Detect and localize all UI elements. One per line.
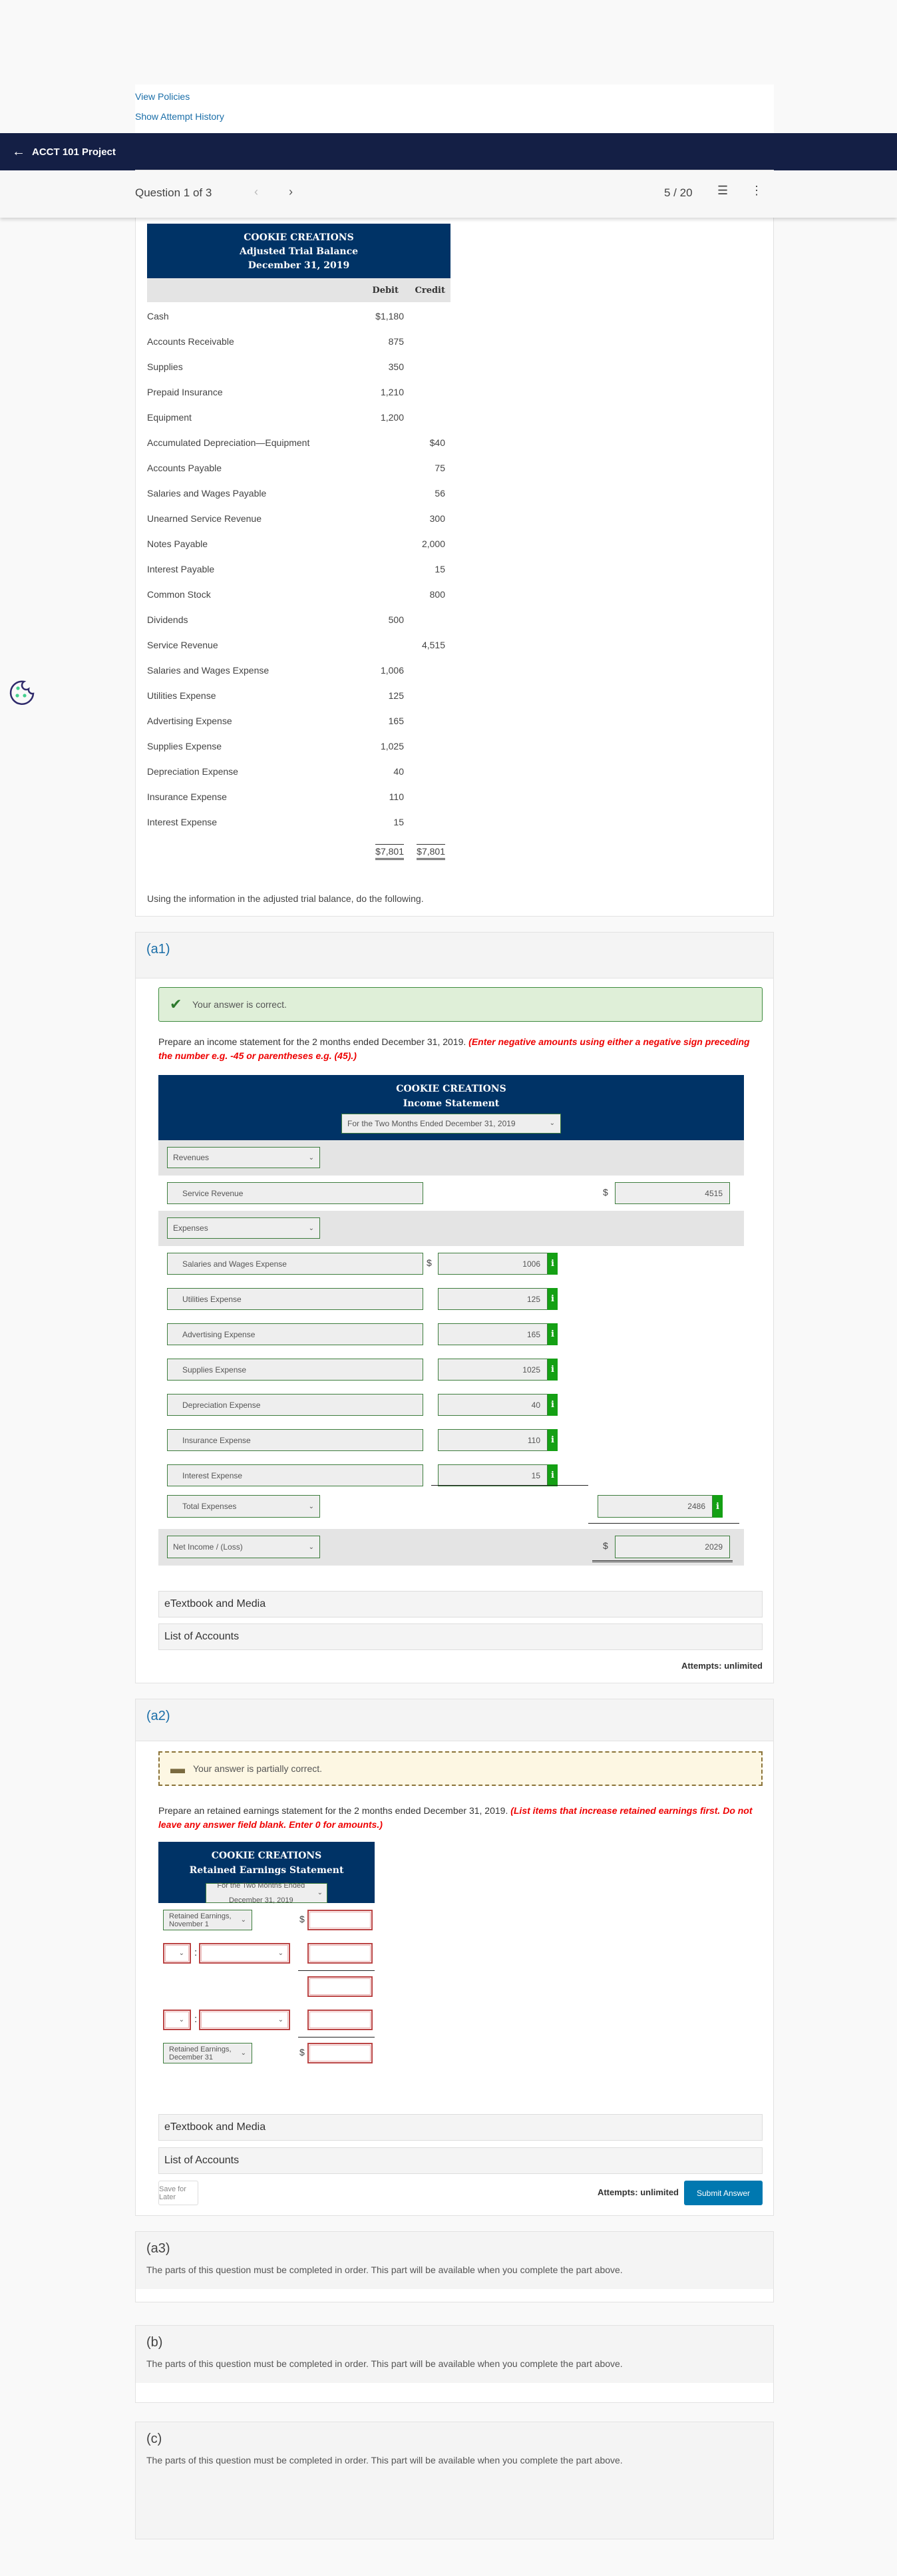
expense-row — [158, 1246, 744, 1281]
trial-balance-row — [147, 481, 450, 506]
credit-amount: 300 — [429, 513, 445, 524]
trial-balance-row — [147, 683, 450, 708]
account-input[interactable]: Advertising Expense — [167, 1323, 423, 1345]
trial-balance-row — [147, 531, 450, 556]
account-name: Notes Payable — [147, 538, 208, 549]
account-name: Salaries and Wages Payable — [147, 488, 267, 499]
chevron-down-icon: ⌄ — [308, 1543, 314, 1551]
account-name: Dividends — [147, 614, 188, 625]
etextbook-media-panel[interactable]: eTextbook and Media — [158, 1591, 763, 1617]
expenses-band — [158, 1211, 744, 1246]
prompt — [158, 1804, 764, 1832]
info-icon[interactable]: i — [548, 1288, 558, 1310]
amount-input[interactable]: 165 — [438, 1323, 548, 1345]
instructions: Using the information in the adjusted trial balance, do the following. — [147, 893, 424, 904]
dollar-sign: $ — [299, 2047, 305, 2057]
debit-amount: 1,006 — [380, 665, 404, 676]
account-name: Accounts Receivable — [147, 336, 234, 347]
dollar-sign: $ — [603, 1540, 608, 1551]
part-a2-card — [135, 1741, 774, 2216]
company-name: COOKIE CREATIONS — [244, 232, 354, 243]
re-end-select[interactable]: Retained Earnings, December 31 ⌄ — [163, 2043, 252, 2063]
trial-balance-row — [147, 784, 450, 809]
question-card — [135, 170, 774, 917]
trial-balance-row — [147, 607, 450, 632]
total-expenses-select[interactable]: Total Expenses ⌄ — [167, 1495, 320, 1518]
credit-amount: 15 — [435, 564, 445, 574]
trial-balance-table — [147, 224, 450, 864]
total-expenses-row — [158, 1494, 744, 1529]
info-icon[interactable]: i — [548, 1394, 558, 1416]
re-begin-row — [158, 1903, 375, 1936]
chevron-down-icon: ⌄ — [277, 2016, 283, 2024]
operator-select[interactable] — [163, 2010, 191, 2030]
part-a3-locked — [135, 2231, 774, 2290]
chevron-right-icon[interactable]: › — [289, 185, 293, 198]
question-counter: Question 1 of 3 — [135, 186, 212, 199]
prompt-note: (Enter negative amounts using either a negative sign preceding the number e.g. -45 or parentheses e.g. (45).) — [158, 1036, 750, 1061]
trial-balance-row — [147, 379, 450, 405]
amount-input[interactable]: 2486 — [598, 1495, 713, 1518]
info-icon[interactable]: i — [548, 1323, 558, 1345]
statement-title: Adjusted Trial Balance — [239, 246, 359, 257]
account-select[interactable] — [199, 1943, 290, 1964]
account-name: Supplies — [147, 361, 183, 372]
dollar-sign: $ — [603, 1187, 608, 1197]
account-name: Depreciation Expense — [147, 766, 238, 777]
colon: : — [194, 1947, 198, 1958]
trial-balance-row — [147, 405, 450, 430]
account-name: Accumulated Depreciation—Equipment — [147, 437, 310, 448]
trial-balance-row — [147, 430, 450, 455]
trial-balance-row — [147, 809, 450, 835]
account-select[interactable] — [199, 2010, 290, 2030]
chevron-down-icon: ⌄ — [308, 1502, 314, 1510]
expense-row — [158, 1458, 744, 1493]
debit-amount: 875 — [388, 336, 404, 347]
account-input[interactable]: Utilities Expense — [167, 1288, 423, 1310]
account-input[interactable]: Service Revenue — [167, 1182, 423, 1204]
credit-amount: 800 — [429, 589, 445, 600]
minus-icon: ▬ — [170, 1760, 185, 1777]
account-name: Interest Payable — [147, 564, 215, 574]
cookie-consent-icon[interactable] — [8, 679, 36, 707]
checkmark-icon: ✔ — [170, 996, 182, 1012]
partial-alert — [158, 1751, 763, 1786]
amount-input[interactable] — [307, 1943, 373, 1964]
net-income-band — [158, 1529, 744, 1566]
trial-balance-row — [147, 556, 450, 582]
part-a3-body — [135, 2289, 774, 2302]
service-revenue-row — [158, 1176, 744, 1211]
expense-row — [158, 1387, 744, 1422]
colon: : — [194, 2014, 198, 2025]
part-label: (c) — [146, 2432, 162, 2446]
credit-amount: 75 — [435, 463, 445, 473]
statement-date: December 31, 2019 — [248, 260, 350, 271]
info-icon[interactable]: i — [548, 1359, 558, 1381]
part-label: (b) — [146, 2335, 163, 2350]
attempts: Attempts: unlimited — [681, 1661, 763, 1671]
trial-balance-row — [147, 304, 450, 329]
debit-amount: 110 — [389, 791, 404, 802]
debit-amount: 165 — [388, 716, 404, 726]
trial-balance-row — [147, 734, 450, 759]
debit-amount: 350 — [388, 361, 404, 372]
list-icon[interactable]: ☰ — [717, 184, 729, 197]
account-name: Interest Expense — [147, 817, 218, 827]
show-attempt-history-link[interactable]: Show Attempt History — [135, 111, 224, 122]
part-b-locked — [135, 2325, 774, 2384]
etextbook-media-panel[interactable]: eTextbook and Media — [158, 2114, 763, 2141]
trial-balance-row — [147, 582, 450, 607]
chevron-down-icon: ⌄ — [178, 1950, 184, 1957]
locked-message: The parts of this question must be completed in order. This part will be available when you complete the part above. — [146, 2358, 623, 2369]
part-a1-card — [135, 978, 774, 1683]
correct-alert — [158, 987, 763, 1022]
part-label: (a3) — [146, 2241, 170, 2256]
company-name: COOKIE CREATIONS — [211, 1850, 322, 1861]
debit-amount: 1,200 — [380, 412, 404, 423]
statement-title: Retained Earnings Statement — [189, 1865, 344, 1876]
amount-input[interactable]: 1006 — [438, 1253, 548, 1275]
subtotal-row — [158, 1970, 375, 2003]
operator-select[interactable] — [163, 1943, 191, 1964]
re-begin-select[interactable]: Retained Earnings, November 1 ⌄ — [163, 1910, 252, 1930]
more-vertical-icon[interactable]: ⋮ — [751, 184, 763, 197]
chevron-down-icon: ⌄ — [308, 1224, 314, 1232]
credit-header: Credit — [415, 285, 445, 296]
revenues-band — [158, 1140, 744, 1176]
list-of-accounts-panel[interactable]: List of Accounts — [158, 1623, 763, 1650]
credit-amount: 2,000 — [421, 538, 445, 549]
trial-balance-row — [147, 506, 450, 531]
amount-input[interactable] — [307, 2010, 373, 2030]
account-name: Unearned Service Revenue — [147, 513, 262, 524]
trial-balance-row — [147, 455, 450, 481]
re-statement-header — [158, 1842, 375, 1903]
amount-input[interactable]: 4515 — [615, 1182, 730, 1204]
locked-message: The parts of this question must be completed in order. This part will be available when you complete the part above. — [146, 2264, 623, 2275]
trial-balance-header — [147, 224, 450, 278]
amount-input[interactable]: 40 — [438, 1394, 548, 1416]
account-name: Equipment — [147, 412, 192, 423]
revenues-select[interactable]: Revenues ⌄ — [167, 1147, 320, 1168]
re-item-row — [158, 2003, 375, 2036]
chevron-down-icon: ⌄ — [549, 1120, 555, 1127]
account-name: Insurance Expense — [147, 791, 227, 802]
trial-balance-row — [147, 759, 450, 784]
prompt-text: Prepare an retained earnings statement for the 2 months ended December 31, 2019. — [158, 1805, 508, 1816]
account-input[interactable]: Insurance Expense — [167, 1429, 423, 1451]
part-c-locked — [135, 2422, 774, 2480]
score: 5 / 20 — [664, 186, 693, 199]
trial-balance-row — [147, 708, 450, 734]
dollar-sign: $ — [427, 1257, 432, 1268]
period-select[interactable]: For the Two Months Ended December 31, 2019 ⌄ — [206, 1883, 327, 1903]
expense-row — [158, 1281, 744, 1317]
credit-amount: 56 — [435, 488, 445, 499]
expense-amount-field — [438, 1323, 558, 1345]
expense-amount-field — [438, 1464, 558, 1486]
debit-amount: 1,210 — [380, 387, 404, 397]
statement-title: Income Statement — [403, 1098, 500, 1109]
amount-input[interactable]: 15 — [438, 1464, 548, 1486]
re-end-row — [158, 2036, 375, 2069]
account-input[interactable]: Depreciation Expense — [167, 1394, 423, 1416]
account-name: Cash — [147, 311, 169, 322]
save-for-later-button[interactable]: Save for Later — [158, 2181, 198, 2205]
income-statement — [158, 1075, 744, 1566]
part-a2-header — [135, 1699, 774, 1741]
chevron-down-icon: ⌄ — [178, 2016, 184, 2024]
debit-amount: 1,025 — [380, 741, 404, 751]
expenses-select[interactable]: Expenses ⌄ — [167, 1217, 320, 1239]
account-input[interactable]: Interest Expense — [167, 1464, 423, 1486]
expense-row — [158, 1422, 744, 1458]
amount-input[interactable]: 1025 — [438, 1359, 548, 1381]
re-item-row — [158, 1936, 375, 1970]
account-input[interactable]: Supplies Expense — [167, 1359, 423, 1381]
arrow-left-icon[interactable]: ← — [12, 144, 25, 159]
expense-row — [158, 1317, 744, 1352]
net-income-select[interactable]: Net Income / (Loss) ⌄ — [167, 1536, 320, 1558]
expense-amount-field — [438, 1429, 558, 1451]
amount-input[interactable] — [307, 1910, 373, 1930]
debit-amount: $1,180 — [375, 311, 404, 322]
totals-row — [147, 839, 450, 864]
chevron-down-icon: ⌄ — [240, 2049, 246, 2057]
trial-balance-row — [147, 329, 450, 354]
chevron-down-icon: ⌄ — [308, 1154, 314, 1162]
info-icon[interactable]: i — [713, 1495, 723, 1518]
debit-amount: 125 — [388, 690, 404, 701]
total-expenses-field — [598, 1495, 723, 1518]
total-credit: $7,801 — [417, 844, 445, 860]
account-name: Advertising Expense — [147, 716, 232, 726]
expense-amount-field — [438, 1359, 558, 1381]
chevron-down-icon: ⌄ — [317, 1889, 323, 1896]
credit-amount: 4,515 — [421, 640, 445, 650]
account-name: Service Revenue — [147, 640, 218, 650]
retained-earnings-statement — [158, 1842, 375, 2069]
expense-amount-field — [438, 1394, 558, 1416]
account-name: Prepaid Insurance — [147, 387, 223, 397]
debit-amount: 15 — [393, 817, 404, 827]
course-title[interactable]: ACCT 101 Project — [32, 146, 116, 158]
part-b-body — [135, 2383, 774, 2403]
account-name: Salaries and Wages Expense — [147, 665, 269, 676]
credit-amount: $40 — [429, 437, 445, 448]
question-bar — [0, 170, 897, 218]
part-a1-header — [135, 932, 774, 978]
list-of-accounts-panel[interactable]: List of Accounts — [158, 2147, 763, 2174]
total-debit: $7,801 — [375, 844, 404, 860]
info-icon[interactable]: i — [548, 1464, 558, 1486]
top-links-card — [135, 85, 774, 134]
prompt — [158, 1035, 764, 1063]
account-input[interactable]: Salaries and Wages Expense — [167, 1253, 423, 1275]
trial-balance-row — [147, 658, 450, 683]
expense-row — [158, 1352, 744, 1387]
alert-text: Your answer is partially correct. — [193, 1763, 323, 1774]
period-select[interactable]: For the Two Months Ended December 31, 2019 ⌄ — [341, 1114, 561, 1134]
prompt-note: (List items that increase retained earnings first. Do not leave any answer field blank. Enter 0 for amounts.) — [158, 1805, 753, 1830]
prompt-text: Prepare an income statement for the 2 months ended December 31, 2019. — [158, 1036, 466, 1047]
locked-message: The parts of this question must be completed in order. This part will be available when you complete the part above. — [146, 2455, 623, 2466]
income-statement-header — [158, 1075, 744, 1140]
chevron-left-icon[interactable]: ‹ — [254, 185, 258, 198]
footer-area — [135, 2479, 774, 2539]
attempts: Attempts: unlimited — [597, 2187, 679, 2197]
net-income-input[interactable]: 2029 — [615, 1536, 730, 1558]
debit-amount: 40 — [393, 766, 404, 777]
expense-amount-field — [438, 1288, 558, 1310]
part-label: (a1) — [146, 942, 170, 957]
amount-input[interactable] — [307, 1976, 373, 1997]
column-headers — [147, 278, 450, 302]
account-name: Supplies Expense — [147, 741, 222, 751]
amount-input[interactable] — [307, 2043, 373, 2063]
dollar-sign: $ — [299, 1914, 305, 1924]
expense-amount-field — [438, 1253, 558, 1275]
trial-balance-row — [147, 354, 450, 379]
company-name: COOKIE CREATIONS — [396, 1084, 506, 1094]
account-name: Accounts Payable — [147, 463, 222, 473]
account-name: Common Stock — [147, 589, 211, 600]
course-navbar — [0, 133, 897, 170]
chevron-down-icon: ⌄ — [277, 1950, 283, 1957]
amount-input[interactable]: 110 — [438, 1429, 548, 1451]
part-label: (a2) — [146, 1709, 170, 1723]
alert-text: Your answer is correct. — [192, 999, 287, 1010]
account-name: Utilities Expense — [147, 690, 216, 701]
info-icon[interactable]: i — [548, 1429, 558, 1451]
info-icon[interactable]: i — [548, 1253, 558, 1275]
submit-answer-button[interactable]: Submit Answer — [684, 2181, 763, 2205]
view-policies-link[interactable]: View Policies — [135, 91, 190, 102]
chevron-down-icon: ⌄ — [240, 1916, 246, 1924]
debit-amount: 500 — [388, 614, 404, 625]
amount-input[interactable]: 125 — [438, 1288, 548, 1310]
trial-balance-row — [147, 632, 450, 658]
debit-header: Debit — [372, 285, 399, 296]
